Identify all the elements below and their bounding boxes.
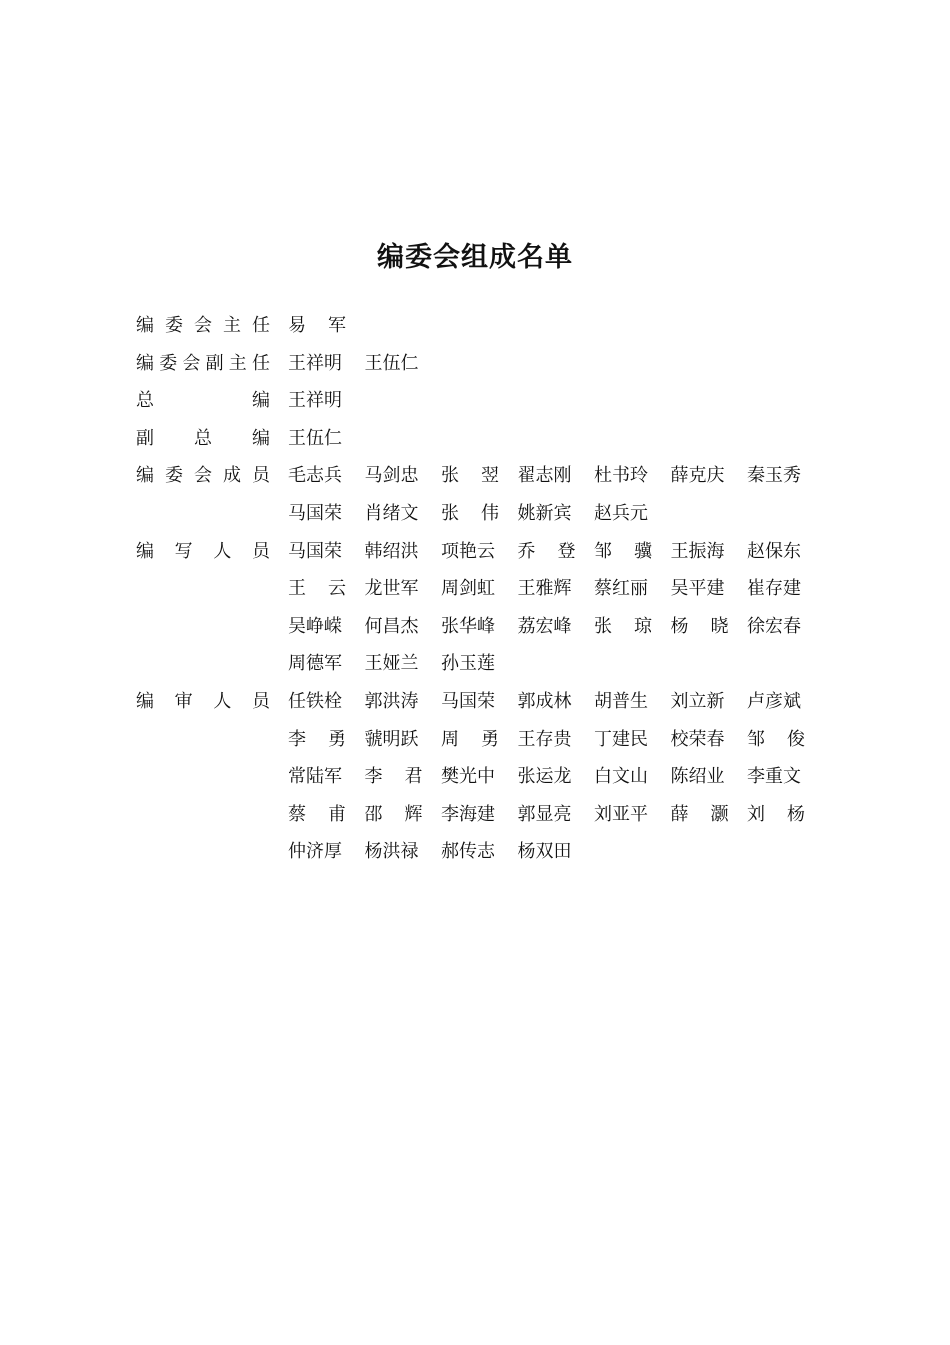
member-name: 李 君 [364, 766, 423, 788]
member-name: 王振海 [670, 540, 725, 562]
roster-section [136, 457, 816, 532]
role-label: 编 写 人 员 [136, 540, 270, 562]
member-name: 赵保东 [747, 540, 801, 562]
member-names [288, 683, 824, 871]
member-name: 秦玉秀 [747, 465, 801, 487]
member-name: 王娅兰 [364, 653, 419, 675]
member-names [288, 307, 824, 345]
member-name: 仲济厚 [288, 841, 342, 863]
member-name: 郭成林 [517, 690, 572, 712]
member-name: 丁建民 [594, 728, 648, 750]
member-names [288, 345, 824, 383]
member-name: 刘亚平 [594, 803, 648, 825]
roster-section [136, 683, 816, 871]
member-name: 白文山 [594, 766, 648, 788]
member-name: 崔存建 [747, 578, 801, 600]
member-name: 刘 杨 [747, 803, 805, 825]
member-name: 毛志兵 [288, 465, 342, 487]
member-name: 虢明跃 [364, 728, 419, 750]
member-name: 校荣春 [670, 728, 725, 750]
member-name: 李海建 [441, 803, 495, 825]
member-name: 徐宏春 [747, 615, 801, 637]
member-name: 孙玉莲 [441, 653, 495, 675]
member-names [288, 457, 824, 532]
member-name: 韩绍洪 [364, 540, 419, 562]
member-name: 李重文 [747, 766, 801, 788]
member-name: 马国荣 [441, 690, 495, 712]
member-names [288, 420, 824, 458]
member-name: 薛 灏 [670, 803, 729, 825]
roster-section [136, 420, 816, 458]
role-label: 编 委 会 主 任 [136, 315, 270, 336]
roster-section [136, 345, 816, 383]
role-label: 编 委 会 副 主 任 [136, 352, 270, 374]
member-name: 杨 晓 [670, 615, 729, 637]
member-name: 张华峰 [441, 615, 495, 637]
member-name: 任铁栓 [288, 690, 342, 712]
member-name: 杨双田 [517, 841, 572, 863]
member-name: 周德军 [288, 653, 342, 675]
member-names [288, 533, 824, 683]
member-name: 翟志刚 [517, 465, 572, 487]
roster-section [136, 382, 816, 420]
member-name: 易 军 [288, 315, 346, 336]
member-name: 蔡红丽 [594, 578, 648, 600]
member-name: 陈绍业 [670, 766, 725, 788]
member-name: 何昌杰 [364, 615, 419, 637]
member-name: 郭洪涛 [364, 690, 419, 712]
member-name: 肖绪文 [364, 502, 419, 524]
member-names [288, 382, 824, 420]
member-name: 李 勇 [288, 728, 346, 750]
member-name: 邹 俊 [747, 728, 805, 750]
member-name: 卢彦斌 [747, 690, 801, 712]
member-name: 张运龙 [517, 766, 572, 788]
member-name: 赵兵元 [594, 502, 648, 524]
member-name: 樊光中 [441, 766, 495, 788]
member-name: 王伍仁 [288, 427, 342, 449]
member-name: 蔡 甫 [288, 803, 346, 825]
member-name: 荔宏峰 [517, 615, 572, 637]
member-name: 王祥明 [288, 352, 342, 374]
member-name: 张 翌 [441, 465, 499, 487]
member-name: 周 勇 [441, 728, 499, 750]
member-name: 王 云 [288, 578, 346, 600]
role-label: 编 审 人 员 [136, 690, 270, 712]
member-name: 乔 登 [517, 540, 576, 562]
member-name: 杜书玲 [594, 465, 648, 487]
role-label: 总 编 [136, 390, 270, 412]
member-name: 邹 骥 [594, 540, 652, 562]
member-name: 胡普生 [594, 690, 648, 712]
roster-section [136, 533, 816, 683]
role-label: 编 委 会 成 员 [136, 465, 270, 487]
member-name: 王祥明 [288, 390, 342, 412]
member-name: 姚新宾 [517, 502, 572, 524]
roster-section [136, 307, 816, 345]
member-name: 王存贵 [517, 728, 572, 750]
member-name: 郝传志 [441, 841, 495, 863]
member-name: 王雅辉 [517, 578, 572, 600]
member-name: 周剑虹 [441, 578, 495, 600]
member-name: 马剑忠 [364, 465, 419, 487]
member-name: 马国荣 [288, 540, 342, 562]
member-name: 项艳云 [441, 540, 495, 562]
member-name: 马国荣 [288, 502, 342, 524]
member-name: 郭显亮 [517, 803, 572, 825]
roster-list [136, 307, 816, 871]
member-name: 吴平建 [670, 578, 725, 600]
page-title: 编委会组成名单 [377, 242, 573, 273]
member-name: 杨洪禄 [364, 841, 419, 863]
member-name: 常陆军 [288, 766, 342, 788]
member-name: 王伍仁 [364, 352, 419, 374]
member-name: 刘立新 [670, 690, 725, 712]
role-label: 副 总 编 [136, 427, 270, 449]
member-name: 龙世军 [364, 578, 419, 600]
member-name: 薛克庆 [670, 465, 725, 487]
member-name: 张 琼 [594, 615, 652, 637]
member-name: 张 伟 [441, 502, 499, 524]
member-name: 邵 辉 [364, 803, 423, 825]
member-name: 吴峥嵘 [288, 615, 342, 637]
